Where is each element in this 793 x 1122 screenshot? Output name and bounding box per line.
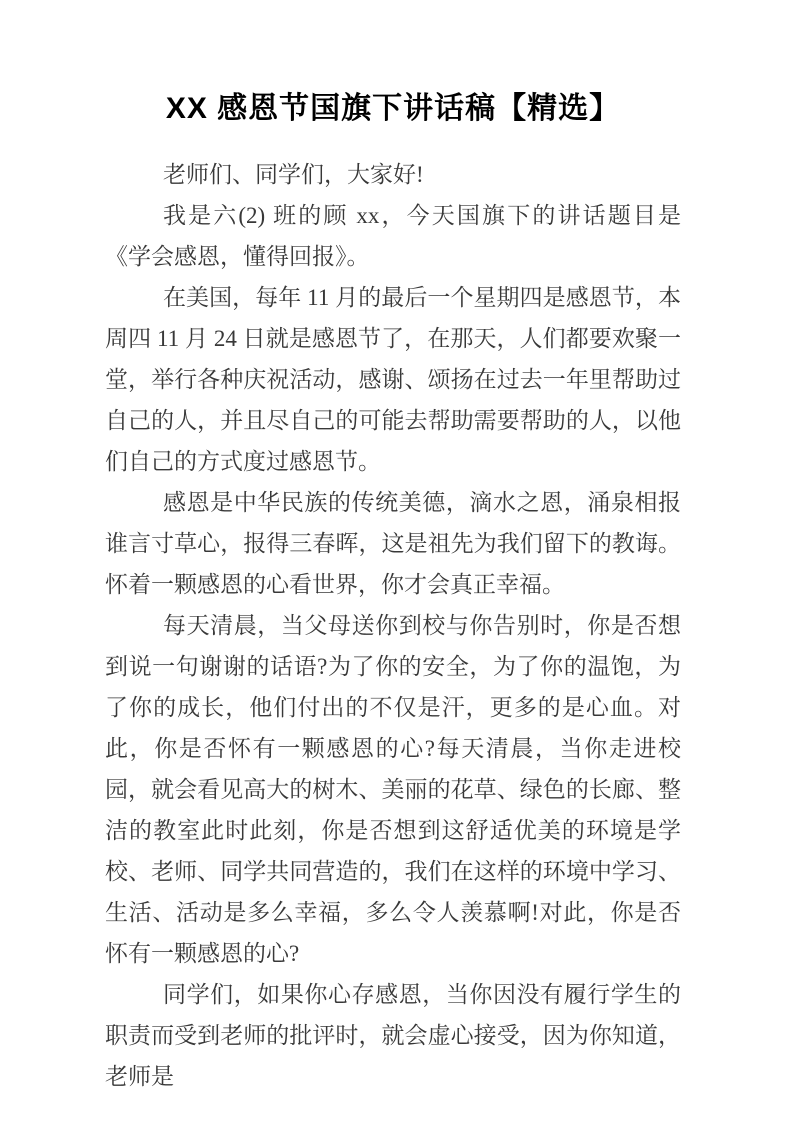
paragraph-students-appeal: 同学们，如果你心存感恩，当你因没有履行学生的职责而受到老师的批评时，就会虚心接受，因为你知道，老师是 (105, 982, 681, 1089)
document-title: XX 感恩节国旗下讲话稿【精选】 (165, 92, 621, 125)
paragraph-self-introduction: 我是六(2) 班的顾 xx，今天国旗下的讲话题目是《学会感恩，懂得回报》。 (105, 203, 681, 269)
paragraph-daily-gratitude: 每天清晨，当父母送你到校与你告别时，你是否想到说一句谢谢的话语?为了你的安全，为了你的温饱，为了你的成长，他们付出的不仅是汗，更多的是心血。对此，你是否怀有一颗感恩的心?每天清晨，当你走进校园，就会看见高大的树木、美丽的花草、绿色的长廊、整洁的教室此时此刻，你是否想到这舒适优美的环境是学校、老师、同学共同营造的，我们在这样的环境中学习、生活、活动是多么幸福，多么令人羡慕啊!对此，你是否怀有一颗感恩的心? (105, 613, 681, 966)
paragraph-greeting: 老师们、同学们，大家好! (163, 162, 424, 187)
paragraph-tradition: 感恩是中华民族的传统美德，滴水之恩，涌泉相报谁言寸草心，报得三春晖，这是祖先为我们留下的教诲。怀着一颗感恩的心看世界，你才会真正幸福。 (105, 490, 681, 597)
paragraph-thanksgiving-origin: 在美国，每年 11 月的最后一个星期四是感恩节，本周四 11 月 24 日就是感恩节了，在那天，人们都要欢聚一堂，举行各种庆祝活动，感谢、颂扬在过去一年里帮助过自己的人，并且尽自己的可能去帮助需要帮助的人，以他们自己的方式度过感恩节。 (105, 285, 681, 474)
